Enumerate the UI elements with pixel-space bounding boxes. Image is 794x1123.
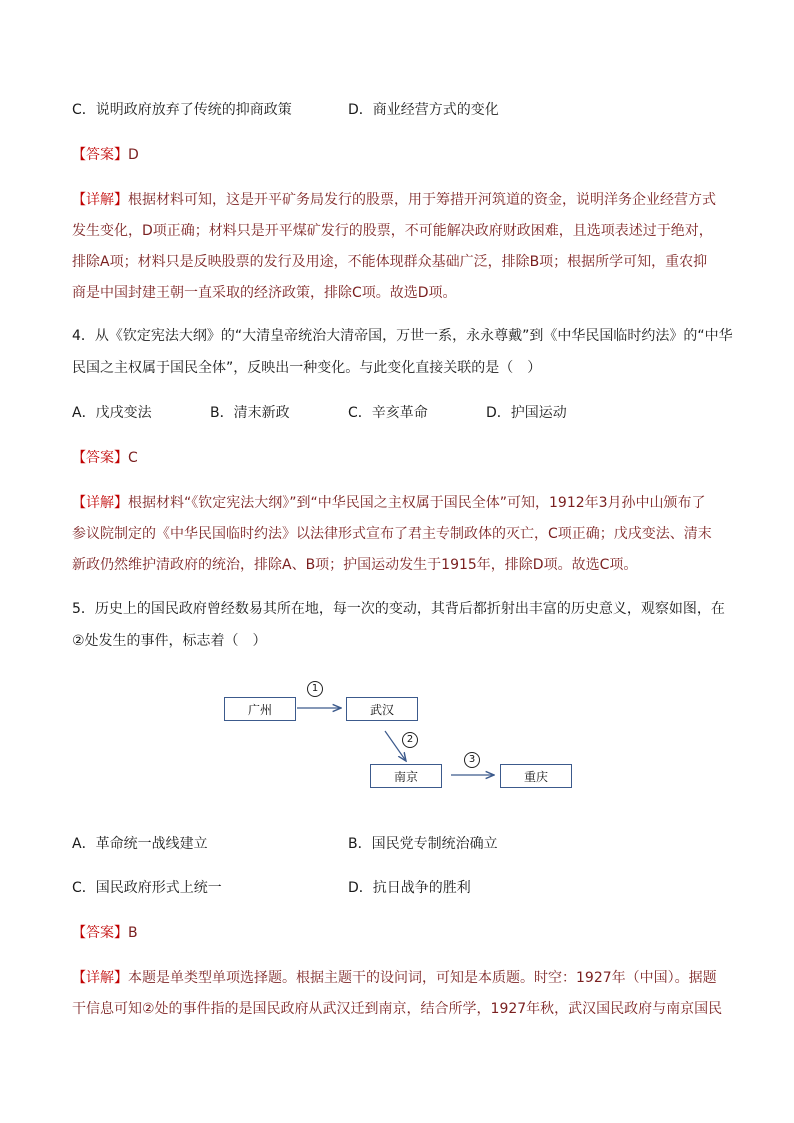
q4-option-a: A．戊戌变法 bbox=[72, 405, 152, 421]
answer-value: C bbox=[128, 450, 138, 466]
detail-tag: 【详解】 bbox=[72, 192, 128, 208]
q3-detail-line-1: 【详解】根据材料可知，这是开平矿务局发行的股票，用于筹措开河筑道的资金，说明洋务企业经营方式 bbox=[72, 192, 716, 208]
q5-option-c: C．国民政府形式上统一 bbox=[72, 880, 222, 896]
q3-option-d: D．商业经营方式的变化 bbox=[348, 102, 499, 118]
q5-option-a: A．革命统一战线建立 bbox=[72, 836, 208, 852]
q5-detail-line-2: 干信息可知②处的事件指的是国民政府从武汉迁到南京，结合所学，1927年秋，武汉国民政府与南京国民 bbox=[72, 1001, 723, 1017]
q5-detail-line-1: 【详解】本题是单类型单项选择题。根据主题干的设问词，可知是本质题。时空：1927年（中国）。据题 bbox=[72, 970, 717, 986]
answer-tag: 【答案】 bbox=[72, 925, 128, 941]
node-chongqing: 重庆 bbox=[500, 764, 572, 788]
q3-option-c: C．说明政府放弃了传统的抑商政策 bbox=[72, 102, 292, 118]
detail-tag: 【详解】 bbox=[72, 495, 128, 511]
q5-option-d: D．抗日战争的胜利 bbox=[348, 880, 471, 896]
q4-option-d: D．护国运动 bbox=[486, 405, 567, 421]
answer-value: B bbox=[128, 925, 138, 941]
q5-stem-line-1: 5．历史上的国民政府曾经数易其所在地，每一次的变动，其背后都折射出丰富的历史意义，观察如图，在 bbox=[72, 601, 725, 617]
q4-detail-line-2: 参议院制定的《中华民国临时约法》以法律形式宣布了君主专制政体的灭亡，C项正确；戊戌变法、清末 bbox=[72, 526, 712, 542]
node-nanjing: 南京 bbox=[370, 764, 442, 788]
q5-stem-line-2: ②处发生的事件，标志着（ ） bbox=[72, 633, 267, 649]
q4-detail-line-1: 【详解】根据材料“《钦定宪法大纲》”到“中华民国之主权属于国民全体”可知，1912年3月孙中山颁布了 bbox=[72, 495, 706, 511]
q5-option-b: B．国民党专制统治确立 bbox=[348, 836, 498, 852]
q4-stem-line-2: 民国之主权属于国民全体”，反映出一种变化。与此变化直接关联的是（ ） bbox=[72, 360, 542, 376]
answer-tag: 【答案】 bbox=[72, 450, 128, 466]
q4-detail-line-3: 新政仍然维护清政府的统治，排除A、B项；护国运动发生于1915年，排除D项。故选C项。 bbox=[72, 557, 638, 573]
node-wuhan: 武汉 bbox=[346, 697, 418, 721]
q4-stem-line-1: 4．从《钦定宪法大纲》的“大清皇帝统治大清帝国，万世一系，永永尊戴”到《中华民国临时约法》的“中华 bbox=[72, 328, 733, 344]
answer-value: D bbox=[128, 147, 139, 163]
q4-option-b: B．清末新政 bbox=[210, 405, 290, 421]
q3-detail-line-2: 发生变化，D项正确；材料只是开平煤矿发行的股票，不可能解决政府财政困难，且选项表述过于绝对， bbox=[72, 223, 713, 239]
q3-detail-line-4: 商是中国封建王朝一直采取的经济政策，排除C项。故选D项。 bbox=[72, 285, 457, 301]
q4-option-c: C．辛亥革命 bbox=[348, 405, 428, 421]
q3-detail-line-3: 排除A项；材料只是反映股票的发行及用途，不能体现群众基础广泛，排除B项；根据所学可知，重农抑 bbox=[72, 254, 708, 270]
node-guangzhou: 广州 bbox=[224, 697, 296, 721]
marker-1: 1 bbox=[307, 681, 323, 697]
marker-3: 3 bbox=[464, 752, 480, 768]
detail-tag: 【详解】 bbox=[72, 970, 128, 986]
answer-tag: 【答案】 bbox=[72, 147, 128, 163]
q5-answer bbox=[72, 923, 138, 943]
marker-2: 2 bbox=[402, 732, 418, 748]
